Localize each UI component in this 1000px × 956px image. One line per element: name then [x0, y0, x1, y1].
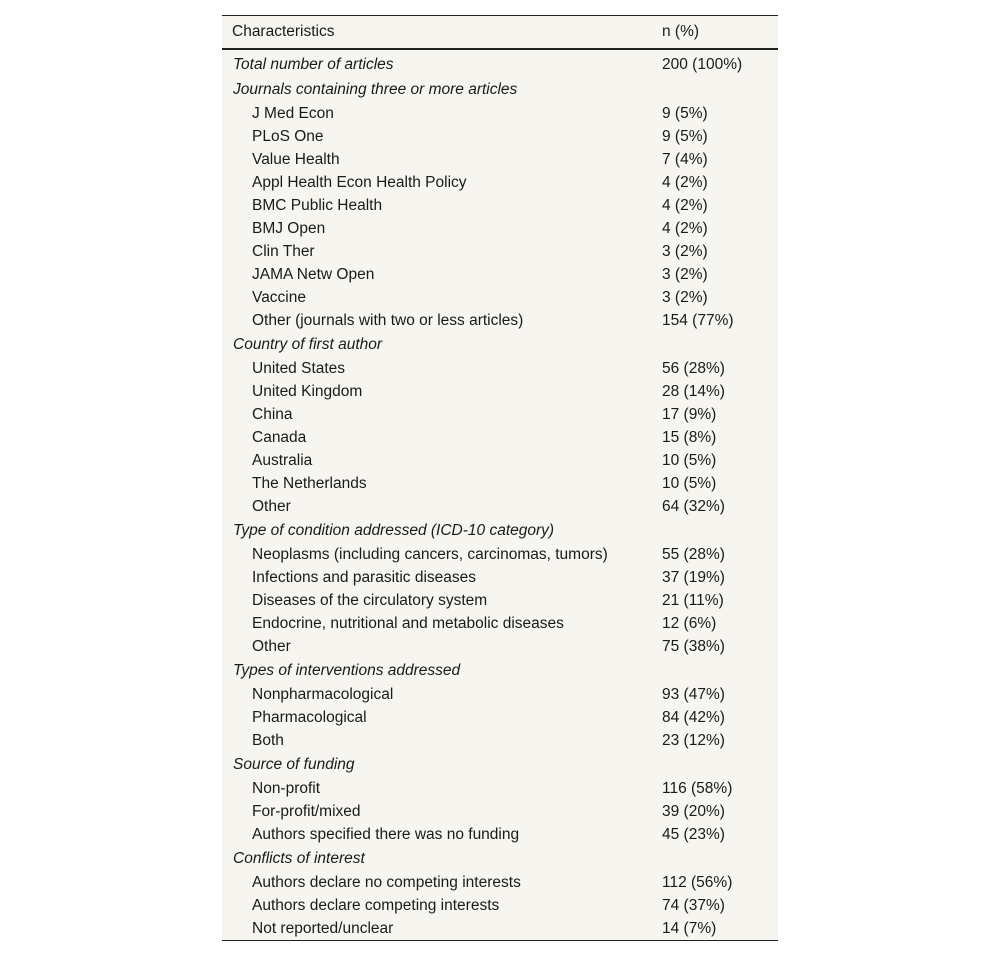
- row-label: BMC Public Health: [252, 196, 383, 214]
- row-label: PLoS One: [252, 127, 324, 145]
- section-value-empty: [662, 332, 778, 357]
- row-label: BMJ Open: [252, 219, 326, 237]
- section-title: Country of first author: [233, 335, 383, 353]
- row-value: 4 (2%): [662, 196, 708, 214]
- row-label: Clin Ther: [252, 242, 315, 260]
- section-header-row: [222, 658, 778, 683]
- section-title: Conflicts of interest: [233, 849, 365, 867]
- row-value: 15 (8%): [662, 428, 717, 446]
- row-label: Not reported/unclear: [252, 919, 394, 937]
- table-header: [222, 16, 778, 49]
- row-label: Neoplasms (including cancers, carcinomas, tumors): [252, 545, 608, 563]
- row-label: Other (journals with two or less articles): [252, 311, 524, 329]
- section-value-empty: [662, 518, 778, 543]
- section-title: Types of interventions addressed: [233, 661, 461, 679]
- table-row: [222, 171, 778, 194]
- section-header-row: [222, 846, 778, 871]
- table-row: [222, 777, 778, 800]
- section-title: Type of condition addressed (ICD-10 category): [233, 521, 555, 539]
- row-value: 37 (19%): [662, 568, 725, 586]
- row-value: 3 (2%): [662, 265, 708, 283]
- row-value: 10 (5%): [662, 474, 717, 492]
- table-row: [222, 472, 778, 495]
- row-label: Nonpharmacological: [252, 685, 394, 703]
- table-row: [222, 729, 778, 752]
- section-header-row: [222, 518, 778, 543]
- section-title: Source of funding: [233, 755, 355, 773]
- table-row: [222, 635, 778, 658]
- row-label: United Kingdom: [252, 382, 363, 400]
- row-label: The Netherlands: [252, 474, 367, 492]
- row-label: Vaccine: [252, 288, 306, 306]
- section-value-empty: [662, 752, 778, 777]
- section-value-empty: [662, 77, 778, 102]
- row-label: China: [252, 405, 293, 423]
- row-value: 75 (38%): [662, 637, 725, 655]
- row-value: 17 (9%): [662, 405, 717, 423]
- row-label: Value Health: [252, 150, 340, 168]
- characteristics-table: [222, 16, 778, 940]
- row-value: 3 (2%): [662, 242, 708, 260]
- row-value: 10 (5%): [662, 451, 717, 469]
- row-label: For-profit/mixed: [252, 802, 361, 820]
- table-row: [222, 612, 778, 635]
- row-label: United States: [252, 359, 346, 377]
- table-row: [222, 217, 778, 240]
- row-value: 28 (14%): [662, 382, 725, 400]
- table-row: [222, 894, 778, 917]
- table-row: [222, 917, 778, 940]
- table-row: [222, 800, 778, 823]
- row-label: J Med Econ: [252, 104, 334, 122]
- section-header-row: [222, 752, 778, 777]
- table-row: [222, 102, 778, 125]
- total-label: Total number of articles: [233, 55, 394, 73]
- section-value-empty: [662, 658, 778, 683]
- row-value: 116 (58%): [662, 779, 733, 797]
- table-row: [222, 566, 778, 589]
- section-header-row: [222, 77, 778, 102]
- row-value: 4 (2%): [662, 173, 708, 191]
- row-value: 39 (20%): [662, 802, 725, 820]
- row-label: Canada: [252, 428, 307, 446]
- row-value: 3 (2%): [662, 288, 708, 306]
- header-characteristics: Characteristics: [222, 16, 662, 49]
- row-value: 55 (28%): [662, 545, 725, 563]
- table-row: [222, 589, 778, 612]
- table-row: [222, 357, 778, 380]
- total-value: 200 (100%): [662, 55, 743, 73]
- table-row: [222, 263, 778, 286]
- row-label: Both: [252, 731, 284, 749]
- table-row: [222, 495, 778, 518]
- row-value: 23 (12%): [662, 731, 725, 749]
- row-label: Authors declare competing interests: [252, 896, 500, 914]
- table-row: [222, 449, 778, 472]
- table-row: [222, 148, 778, 171]
- row-label: Australia: [252, 451, 313, 469]
- table-row: [222, 240, 778, 263]
- row-value: 84 (42%): [662, 708, 725, 726]
- section-title: Journals containing three or more articles: [233, 80, 518, 98]
- row-label: Non-profit: [252, 779, 321, 797]
- row-value: 45 (23%): [662, 825, 725, 843]
- row-label: Other: [252, 637, 291, 655]
- characteristics-table-container: [222, 15, 778, 941]
- table-row: [222, 125, 778, 148]
- table-row: [222, 871, 778, 894]
- table-row: [222, 706, 778, 729]
- table-row: [222, 403, 778, 426]
- table-row: [222, 309, 778, 332]
- table-row: [222, 683, 778, 706]
- section-header-row: [222, 332, 778, 357]
- table-row: [222, 194, 778, 217]
- row-value: 9 (5%): [662, 104, 708, 122]
- row-value: 93 (47%): [662, 685, 725, 703]
- table-row: [222, 286, 778, 309]
- section-value-empty: [662, 846, 778, 871]
- row-label: Other: [252, 497, 291, 515]
- row-value: 12 (6%): [662, 614, 717, 632]
- row-label: Endocrine, nutritional and metabolic diseases: [252, 614, 564, 632]
- row-label: JAMA Netw Open: [252, 265, 375, 283]
- row-label: Appl Health Econ Health Policy: [252, 173, 467, 191]
- row-value: 154 (77%): [662, 311, 734, 329]
- header-row: [222, 16, 778, 49]
- row-label: Pharmacological: [252, 708, 367, 726]
- row-label: Diseases of the circulatory system: [252, 591, 488, 609]
- table-row: [222, 543, 778, 566]
- table-row: [222, 426, 778, 449]
- row-label: Infections and parasitic diseases: [252, 568, 477, 586]
- row-value: 74 (37%): [662, 896, 725, 914]
- table-row: [222, 380, 778, 403]
- row-value: 9 (5%): [662, 127, 708, 145]
- row-value: 112 (56%): [662, 873, 733, 891]
- total-row: [222, 49, 778, 77]
- table-body: [222, 49, 778, 940]
- row-value: 4 (2%): [662, 219, 708, 237]
- row-value: 21 (11%): [662, 591, 724, 609]
- row-value: 56 (28%): [662, 359, 725, 377]
- row-value: 14 (7%): [662, 919, 717, 937]
- header-n-percent: n (%): [662, 16, 778, 49]
- row-value: 64 (32%): [662, 497, 725, 515]
- row-label: Authors declare no competing interests: [252, 873, 521, 891]
- row-value: 7 (4%): [662, 150, 708, 168]
- row-label: Authors specified there was no funding: [252, 825, 520, 843]
- table-row: [222, 823, 778, 846]
